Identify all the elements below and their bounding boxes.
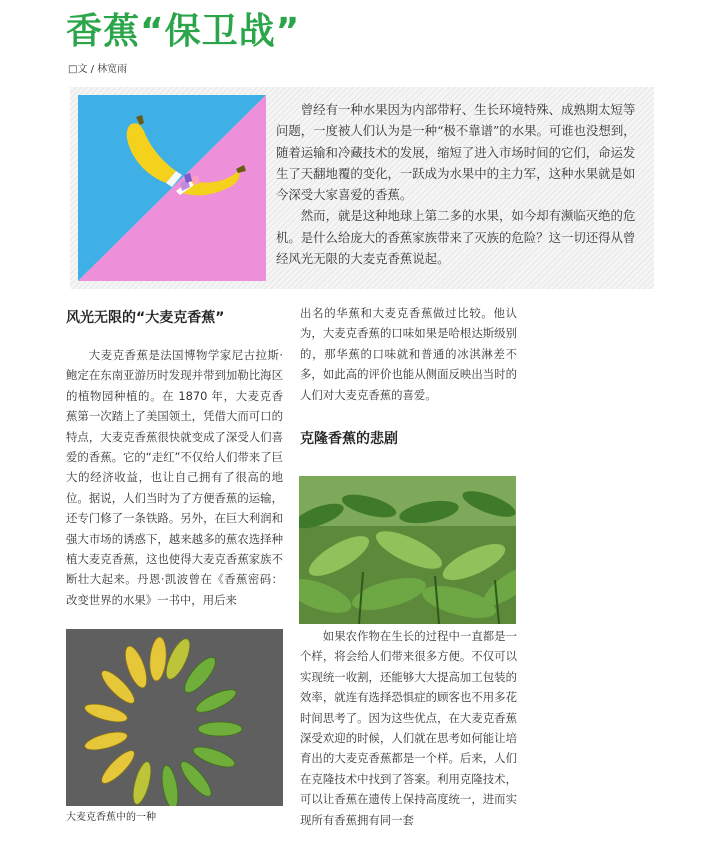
section1-continuation (300, 303, 517, 405)
banana-duotone-image (78, 95, 266, 281)
banana-ring-photo (66, 629, 283, 806)
section2-paragraph: 如果农作物在生长的过程中一直都是一个样，将会给人们带来很多方便。不仅可以实现统一收割，还能够大大提高加工包装的效率，就连有选择恐惧症的顾客也不用多花时间思考了。因为这些优点，在大麦克香蕉深受欢迎的时候，人们就在思考如何能让培育出的大麦克香蕉都是一个样。后来，人们在克隆技术中找到了答案。利用克隆技术，可以让香蕉在遗传上保持高度统一，进而实现所有香蕉拥有同一套 (300, 629, 517, 827)
section1-continuation-text: 出名的华蕉和大麦克香蕉做过比较。他认为，大麦克香蕉的口味如果是哈根达斯级别的，那华蕉的口味就和普通的冰淇淋差不多，如此高的评价也能从侧面反映出当时的人们对大麦克香蕉的喜爱。 (300, 306, 517, 402)
banana-plantation-image (299, 476, 516, 624)
intro-text (276, 99, 640, 269)
intro-paragraph-1: 曾经有一种水果因为内部带籽、生长环境特殊、成熟期太短等问题，一度被人们认为是一种“极不靠谱”的水果。可谁也没想到，随着运输和冷藏技术的发展，缩短了进入市场时间的它们，命运发生了天翻地覆的变化，一跃成为水果中的主力军，这种水果就是如今深受大家喜爱的香蕉。 (276, 102, 636, 203)
byline: □文 / 林宽雨 (68, 64, 128, 75)
banana-ring-caption: 大麦克香蕉中的一种 (66, 812, 156, 823)
section1-heading: 风光无限的“大麦克香蕉” (66, 310, 225, 326)
banana-ring-image (66, 629, 283, 806)
section1-body (66, 345, 283, 610)
section1-paragraph: 大麦克香蕉是法国博物学家尼古拉斯·鲍定在东南亚游历时发现并带到加勒比海区的植物园种植的。在 1870 年，大麦克香蕉第一次踏上了美国领土，凭借大而可口的特点，大麦克香蕉很快就变成了深受人们喜爱的香蕉。它的“走红”不仅给人们带来了巨大的经济收益，也让自己拥有了很高的地位。据说，人们当时为了方便香蕉的运输，还专门修了一条铁路。另外，在巨大利润和强大市场的诱惑下，越来越多的蕉农选择种植大麦克香蕉，这也使得大麦克香蕉家族不断壮大起来。丹恩·凯波曾在《香蕉密码：改变世界的水果》一书中，用后来 (66, 348, 283, 607)
section2-heading: 克隆香蕉的悲剧 (300, 431, 398, 447)
intro-banana-photo (78, 95, 266, 281)
banana-plantation-photo (299, 476, 516, 624)
article-title: 香蕉“保卫战” (66, 11, 301, 52)
intro-paragraph-2: 然而，就是这种地球上第二多的水果，如今却有濒临灭绝的危机。是什么给庞大的香蕉家族带来了灭族的危险？这一切还得从曾经风光无限的大麦克香蕉说起。 (276, 208, 636, 267)
section2-body (300, 626, 517, 830)
